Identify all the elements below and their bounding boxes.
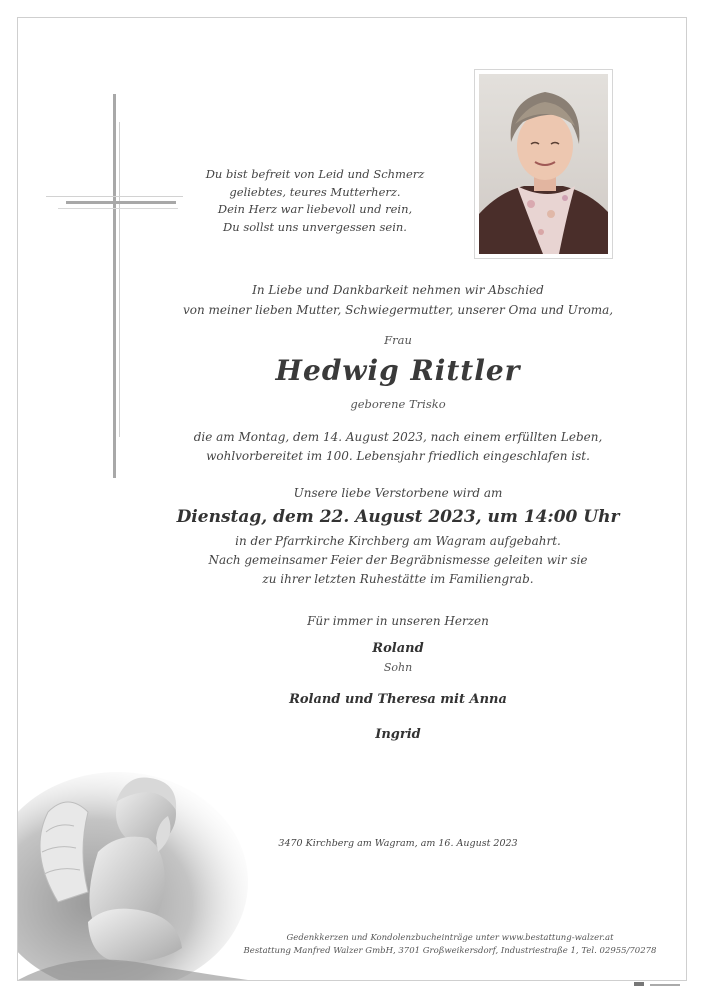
funeral-details	[48, 532, 706, 589]
mourner-name: Roland und Theresa mit Anna	[289, 692, 507, 707]
intro-text	[90, 280, 706, 320]
maiden-name: geborene Trisko	[350, 397, 446, 411]
funeral-intro: Unsere liebe Verstorbene wird am	[293, 486, 503, 500]
funeral-detail-line: in der Pfarrkirche Kirchberg am Wagram aufgebahrt.	[235, 534, 561, 548]
portrait-photo	[474, 69, 613, 259]
mourner-name: Roland	[372, 641, 424, 656]
poem-line: Du sollst uns unvergessen sein.	[223, 219, 407, 234]
salutation: Frau	[384, 333, 412, 347]
intro-line: von meiner lieben Mutter, Schwiegermutter, unserer Oma und Uroma,	[182, 303, 614, 317]
mourner-name: Ingrid	[375, 727, 421, 742]
poem-line: Dein Herz war liebevoll und rein,	[217, 202, 413, 216]
mourner-relation: Sohn	[383, 661, 413, 674]
footer-line: Bestattung Manfred Walzer GmbH, 3701 Großweikersdorf, Industriestraße 1, Tel. 02955/70278	[243, 946, 657, 956]
footer-line: Gedenkkerzen und Kondolenzbucheinträge unter www.bestattung-walzer.at	[286, 933, 614, 943]
place-date: 3470 Kirchberg am Wagram, am 16. August 2023	[278, 838, 518, 849]
poem-line: geliebtes, teures Mutterherz.	[229, 184, 401, 199]
poem	[180, 166, 450, 236]
deceased-name: Hedwig Rittler	[275, 354, 521, 387]
closing-text: Für immer in unseren Herzen	[307, 614, 489, 628]
passing-text	[50, 428, 706, 466]
passing-line: die am Montag, dem 14. August 2023, nach einem erfüllten Leben,	[193, 430, 603, 444]
publisher-logos	[634, 982, 684, 988]
footer	[170, 932, 706, 958]
funeral-detail-line: zu ihrer letzten Ruhestätte im Familiengrab.	[262, 572, 534, 586]
funeral-date: Dienstag, dem 22. August 2023, um 14:00 Uhr	[176, 507, 620, 527]
intro-line: In Liebe und Dankbarkeit nehmen wir Abschied	[252, 283, 544, 297]
portrait-image	[479, 74, 608, 254]
poem-line: Du bist befreit von Leid und Schmerz	[205, 167, 425, 181]
passing-line: wohlvorbereitet im 100. Lebensjahr friedlich eingeschlafen ist.	[206, 449, 590, 463]
funeral-detail-line: Nach gemeinsamer Feier der Begräbnismesse geleiten wir sie	[208, 553, 588, 567]
